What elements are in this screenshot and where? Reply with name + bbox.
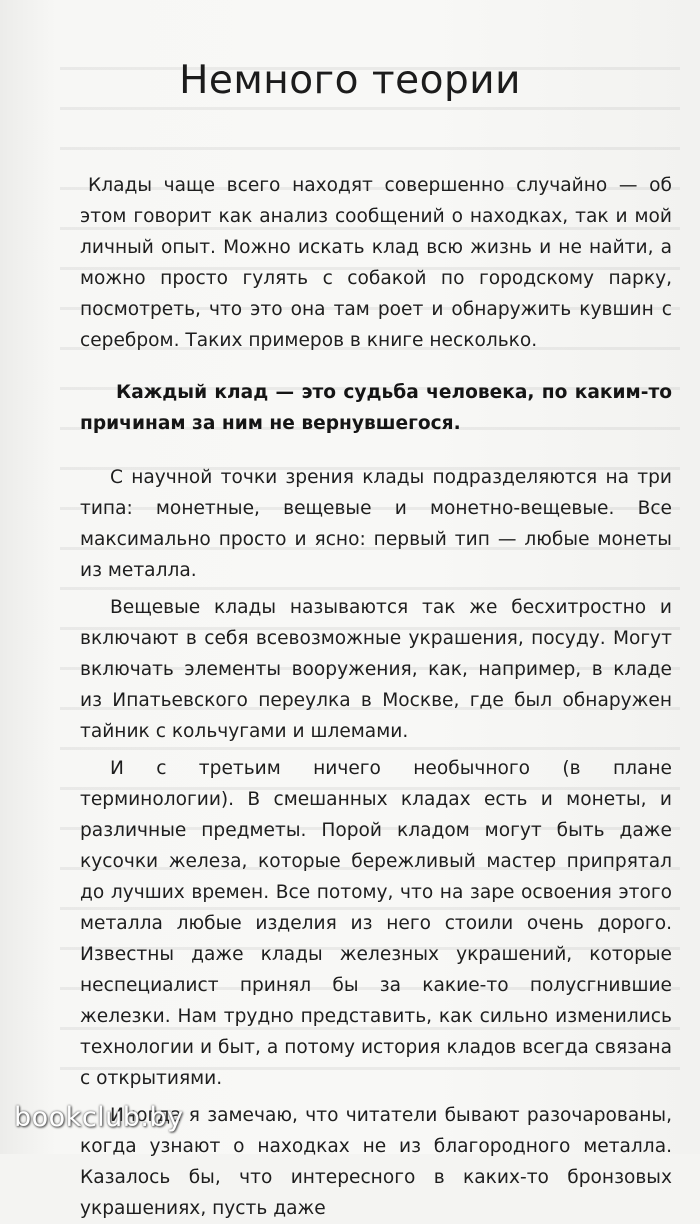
paragraph-readers: Иногда я замечаю, что читатели бывают разочарованы, когда узнают о находках не из благородного металла. Казалось бы, что интересного в каких-то бронзовых украшениях, пусть даже bbox=[80, 1105, 672, 1219]
paragraph-emphasis: Каждый клад — это судьба человека, по каким-то причинам за ним не вернувшегося. bbox=[80, 382, 672, 434]
paragraph-mixed-hoards: И с третьим ничего необычного (в плане терминологии). В смешанных кладах есть и монеты, и различные предметы. Порой кладом могут быть даже кусочки железа, которые бережливый мастер припрятал до лучших времен. Все потому, что на заре освоения этого металла любые изделия из него стоили очень дорого. Известны даже клады железных украшений, которые неспециалист принял бы за какие-то полусгнившие железки. Нам трудно представить, как сильно изменились технологии и быт, а потому история кладов всегда связана с открытиями. bbox=[80, 758, 672, 1089]
paragraph-intro: Клады чаще всего находят совершенно случайно — об этом говорит как анализ сообщений о находках, так и мой личный опыт. Можно искать клад всю жизнь и не найти, а можно просто гулять с собакой по городскому парку, посмотреть, что это она там роет и обнаружить кувшин с серебром. Таких примеров в книге несколько. bbox=[80, 175, 672, 351]
paragraph-types: С научной точки зрения клады подразделяются на три типа: монетные, вещевые и монетно-вещевые. Все максимально просто и ясно: первый тип — любые монеты из металла. bbox=[80, 467, 672, 581]
page-body bbox=[80, 170, 672, 1224]
site-watermark: bookclub.by bbox=[14, 1102, 184, 1133]
paragraph-item-hoards: Вещевые клады называются так же бесхитростно и включают в себя всевозможные украшения, посуду. Могут включать элементы вооружения, как, например, в кладе из Ипатьевского переулка в Москве, где был обнаружен тайник с кольчугами и шлемами. bbox=[80, 597, 672, 742]
chapter-title: Немного теории bbox=[179, 58, 521, 103]
